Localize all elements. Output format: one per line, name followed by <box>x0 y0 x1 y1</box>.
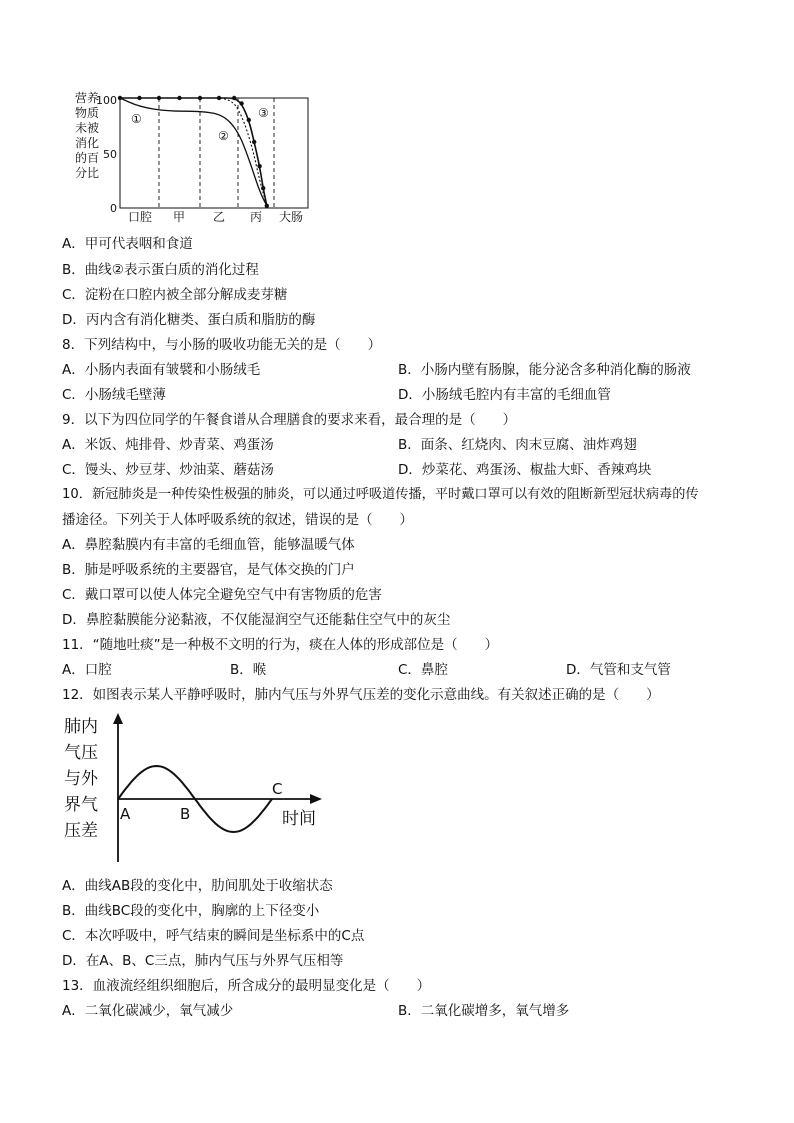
curve-3-point <box>137 96 141 100</box>
q12-option-d: D．在A、B、C三点，肺内气压与外界气压相等 <box>62 953 344 969</box>
curve-3-point <box>261 186 265 190</box>
svg-text:营养: 营养 <box>75 91 100 105</box>
q11-option-a: A．口腔 <box>62 662 112 678</box>
q7-option-a: A．甲可代表咽和食道 <box>62 236 193 252</box>
q11-option-b: B．喉 <box>230 662 267 678</box>
q13-option-b: B．二氧化碳增多，氧气增多 <box>398 1003 570 1019</box>
point-b-label: B <box>180 805 191 823</box>
breathing-chart <box>62 710 342 870</box>
q7-option-b: B．曲线②表示蛋白质的消化过程 <box>62 262 259 278</box>
curve-3-point <box>198 96 202 100</box>
svg-text:界气: 界气 <box>64 795 98 815</box>
q9-option-c: C．馒头、炒豆芽、炒油菜、蘑菇汤 <box>62 462 274 478</box>
curve-3-point <box>177 96 181 100</box>
curve-1-line <box>120 98 267 206</box>
breathing-chart-xlabel: 时间 <box>282 809 316 829</box>
svg-text:与外: 与外 <box>64 769 98 789</box>
q10-stem-line2: 播途径。下列关于人体呼吸系统的叙述，错误的是（ ） <box>62 512 413 528</box>
q12-stem: 12．如图表示某人平静呼吸时，肺内气压与外界气压差的变化示意曲线。有关叙述正确的是（ ） <box>62 687 660 703</box>
digestion-chart-regions <box>128 209 303 223</box>
q8-option-d: D．小肠绒毛腔内有丰富的毛细血管 <box>398 387 611 403</box>
svg-text:肺内: 肺内 <box>64 717 98 737</box>
svg-text:消化: 消化 <box>75 136 100 150</box>
q10-option-c: C．戴口罩可以使人体完全避免空气中有害物质的危害 <box>62 587 382 603</box>
curve-label-3: ③ <box>258 106 269 120</box>
q9-stem: 9．以下为四位同学的午餐食谱从合理膳食的要求来看，最合理的是（ ） <box>62 412 517 428</box>
q10-option-b: B．肺是呼吸系统的主要器官，是气体交换的门户 <box>62 562 355 578</box>
svg-text:分比: 分比 <box>75 166 100 180</box>
breathing-chart-x-arrow <box>310 794 322 804</box>
svg-text:气压: 气压 <box>64 743 98 763</box>
q12-option-a: A．曲线AB段的变化中，肋间肌处于收缩状态 <box>62 878 333 894</box>
q8-option-c: C．小肠绒毛壁薄 <box>62 387 166 403</box>
q11-stem: 11．“随地吐痰”是一种极不文明的行为，痰在人体的形成部位是（ ） <box>62 637 499 653</box>
curve-3-point <box>257 164 261 168</box>
curve-3-line <box>120 98 267 206</box>
svg-text:100: 100 <box>96 94 117 107</box>
svg-text:压差: 压差 <box>64 821 98 841</box>
svg-text:未被: 未被 <box>75 121 100 135</box>
svg-text:丙: 丙 <box>249 210 263 223</box>
svg-text:50: 50 <box>103 148 117 161</box>
q9-option-b: B．面条、红烧肉、肉末豆腐、油炸鸡翅 <box>398 437 637 453</box>
curve-3-point <box>232 96 236 100</box>
digestion-chart-yticks <box>96 94 117 215</box>
curve-label-2: ② <box>218 129 229 143</box>
q8-stem: 8．下列结构中，与小肠的吸收功能无关的是（ ） <box>62 337 382 353</box>
digestion-chart <box>55 88 385 223</box>
q10-stem-line1: 10．新冠肺炎是一种传染性极强的肺炎，可以通过呼吸道传播，平时戴口罩可以有效的阻断新型冠状病毒的传 <box>62 487 699 502</box>
svg-text:物质: 物质 <box>75 106 100 120</box>
q11-option-c: C．鼻腔 <box>398 662 448 678</box>
curve-3-point <box>118 96 122 100</box>
q10-option-d: D．鼻腔黏膜能分泌黏液，不仅能湿润空气还能黏住空气中的灰尘 <box>62 612 451 628</box>
q13-option-a: A．二氧化碳减少，氧气减少 <box>62 1003 234 1019</box>
q8-option-b: B．小肠内壁有肠腺，能分泌含多种消化酶的肠液 <box>398 362 691 378</box>
curve-3-point <box>217 96 221 100</box>
q10-option-a: A．鼻腔黏膜内有丰富的毛细血管，能够温暖气体 <box>62 537 355 553</box>
point-a-label: A <box>120 805 131 823</box>
curve-3-point <box>265 204 269 208</box>
q8-option-a: A．小肠内表面有皱襞和小肠绒毛 <box>62 362 261 378</box>
curve-3-point <box>157 96 161 100</box>
point-c-label: C <box>272 780 283 798</box>
q12-option-b: B．曲线BC段的变化中，胸廓的上下径变小 <box>62 903 320 919</box>
curve-3-point <box>247 118 251 122</box>
q7-option-c: C．淀粉在口腔内被全部分解成麦芽糖 <box>62 287 288 303</box>
svg-text:的百: 的百 <box>75 151 100 165</box>
q13-stem: 13．血液流经组织细胞后，所含成分的最明显变化是（ ） <box>62 978 431 994</box>
svg-text:0: 0 <box>110 202 117 215</box>
q9-option-d: D．炒菜花、鸡蛋汤、椒盐大虾、香辣鸡块 <box>398 462 652 478</box>
svg-text:甲: 甲 <box>172 210 186 223</box>
q12-option-c: C．本次呼吸中，呼气结束的瞬间是坐标系中的C点 <box>62 928 365 944</box>
curve-3-point <box>239 101 243 105</box>
breathing-chart-y-arrow <box>113 713 123 724</box>
svg-text:大肠: 大肠 <box>278 210 304 223</box>
digestion-chart-frame <box>120 98 308 208</box>
breathing-chart-ylabel <box>64 717 99 841</box>
svg-text:乙: 乙 <box>212 210 226 223</box>
curve-3-point <box>252 140 256 144</box>
q11-option-d: D．气管和支气管 <box>566 662 671 678</box>
q9-option-a: A．米饭、炖排骨、炒青菜、鸡蛋汤 <box>62 437 274 453</box>
q7-option-d: D．丙内含有消化糖类、蛋白质和脂肪的酶 <box>62 312 316 328</box>
svg-text:口腔: 口腔 <box>127 210 153 223</box>
curve-2-line <box>120 98 267 206</box>
curve-label-1: ① <box>131 112 142 126</box>
